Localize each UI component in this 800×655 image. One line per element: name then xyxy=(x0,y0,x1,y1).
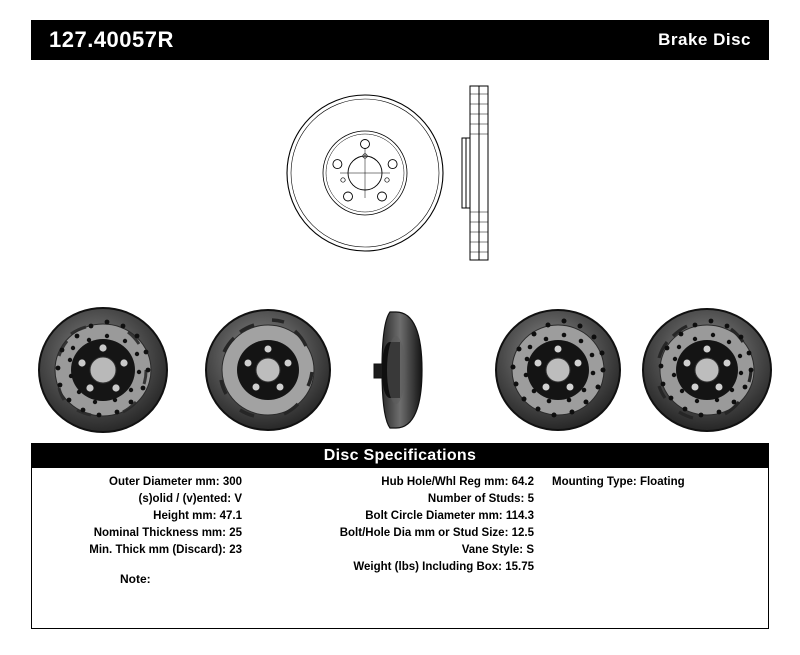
spec-label: Min. Thick mm (Discard): xyxy=(89,544,226,556)
rotor-cross-section-drawing xyxy=(458,78,518,268)
spec-row xyxy=(254,559,534,576)
spec-row xyxy=(32,542,242,559)
rotor-photo-drilled-slotted-left-angle xyxy=(31,300,171,440)
disc-specifications-panel xyxy=(31,443,769,629)
line-art-group xyxy=(280,78,540,278)
spec-label: Vane Style: xyxy=(461,544,524,556)
rotor-photo-drilled-slotted-right-angle xyxy=(639,300,779,440)
spec-value: Floating xyxy=(639,476,685,488)
spec-row xyxy=(254,508,534,525)
rotor-face-drawing xyxy=(280,78,450,268)
spec-value: 300 xyxy=(222,476,242,488)
spec-row xyxy=(254,525,534,542)
spec-value: 114.3 xyxy=(505,510,534,522)
note-label: Note: xyxy=(120,572,151,586)
spec-panel-title: Disc Specifications xyxy=(32,444,768,468)
spec-value: 25 xyxy=(229,527,242,539)
spec-column-middle xyxy=(254,474,534,576)
spec-label: Hub Hole/Whl Reg mm: xyxy=(381,476,509,488)
rotor-photo-slotted-angle xyxy=(196,300,336,440)
part-number: 127.40057R xyxy=(49,27,174,52)
spec-value: 12.5 xyxy=(511,527,534,539)
spec-label: Outer Diameter mm: xyxy=(109,476,220,488)
spec-label: Weight (lbs) Including Box: xyxy=(353,561,503,573)
spec-column-right xyxy=(552,474,767,491)
rotor-photo-edge-profile xyxy=(356,300,496,440)
spec-label: Bolt/Hole Dia mm or Stud Size: xyxy=(339,527,509,539)
spec-row xyxy=(254,474,534,491)
spec-column-left xyxy=(32,474,242,559)
rotor-photo-drilled-front xyxy=(486,300,626,440)
spec-row xyxy=(32,508,242,525)
spec-label: (s)olid / (v)ented: xyxy=(138,493,232,505)
spec-value: V xyxy=(234,493,242,505)
spec-row xyxy=(254,542,534,559)
spec-label: Mounting Type: xyxy=(552,476,637,488)
product-type-label: Brake Disc xyxy=(658,30,751,49)
spec-label: Height mm: xyxy=(153,510,217,522)
spec-value: 64.2 xyxy=(511,476,534,488)
spec-value: S xyxy=(526,544,534,556)
spec-value: 47.1 xyxy=(219,510,242,522)
spec-row xyxy=(552,474,767,491)
spec-value: 15.75 xyxy=(505,561,534,573)
spec-row xyxy=(32,474,242,491)
spec-row xyxy=(254,491,534,508)
spec-label: Nominal Thickness mm: xyxy=(93,527,226,539)
spec-label: Number of Studs: xyxy=(427,493,525,505)
product-photo-row xyxy=(31,300,769,440)
spec-row xyxy=(32,491,242,508)
spec-value: 5 xyxy=(527,493,534,505)
spec-label: Bolt Circle Diameter mm: xyxy=(365,510,503,522)
spec-value: 23 xyxy=(229,544,242,556)
note-section xyxy=(120,572,151,586)
spec-row xyxy=(32,525,242,542)
header-bar xyxy=(31,20,769,60)
